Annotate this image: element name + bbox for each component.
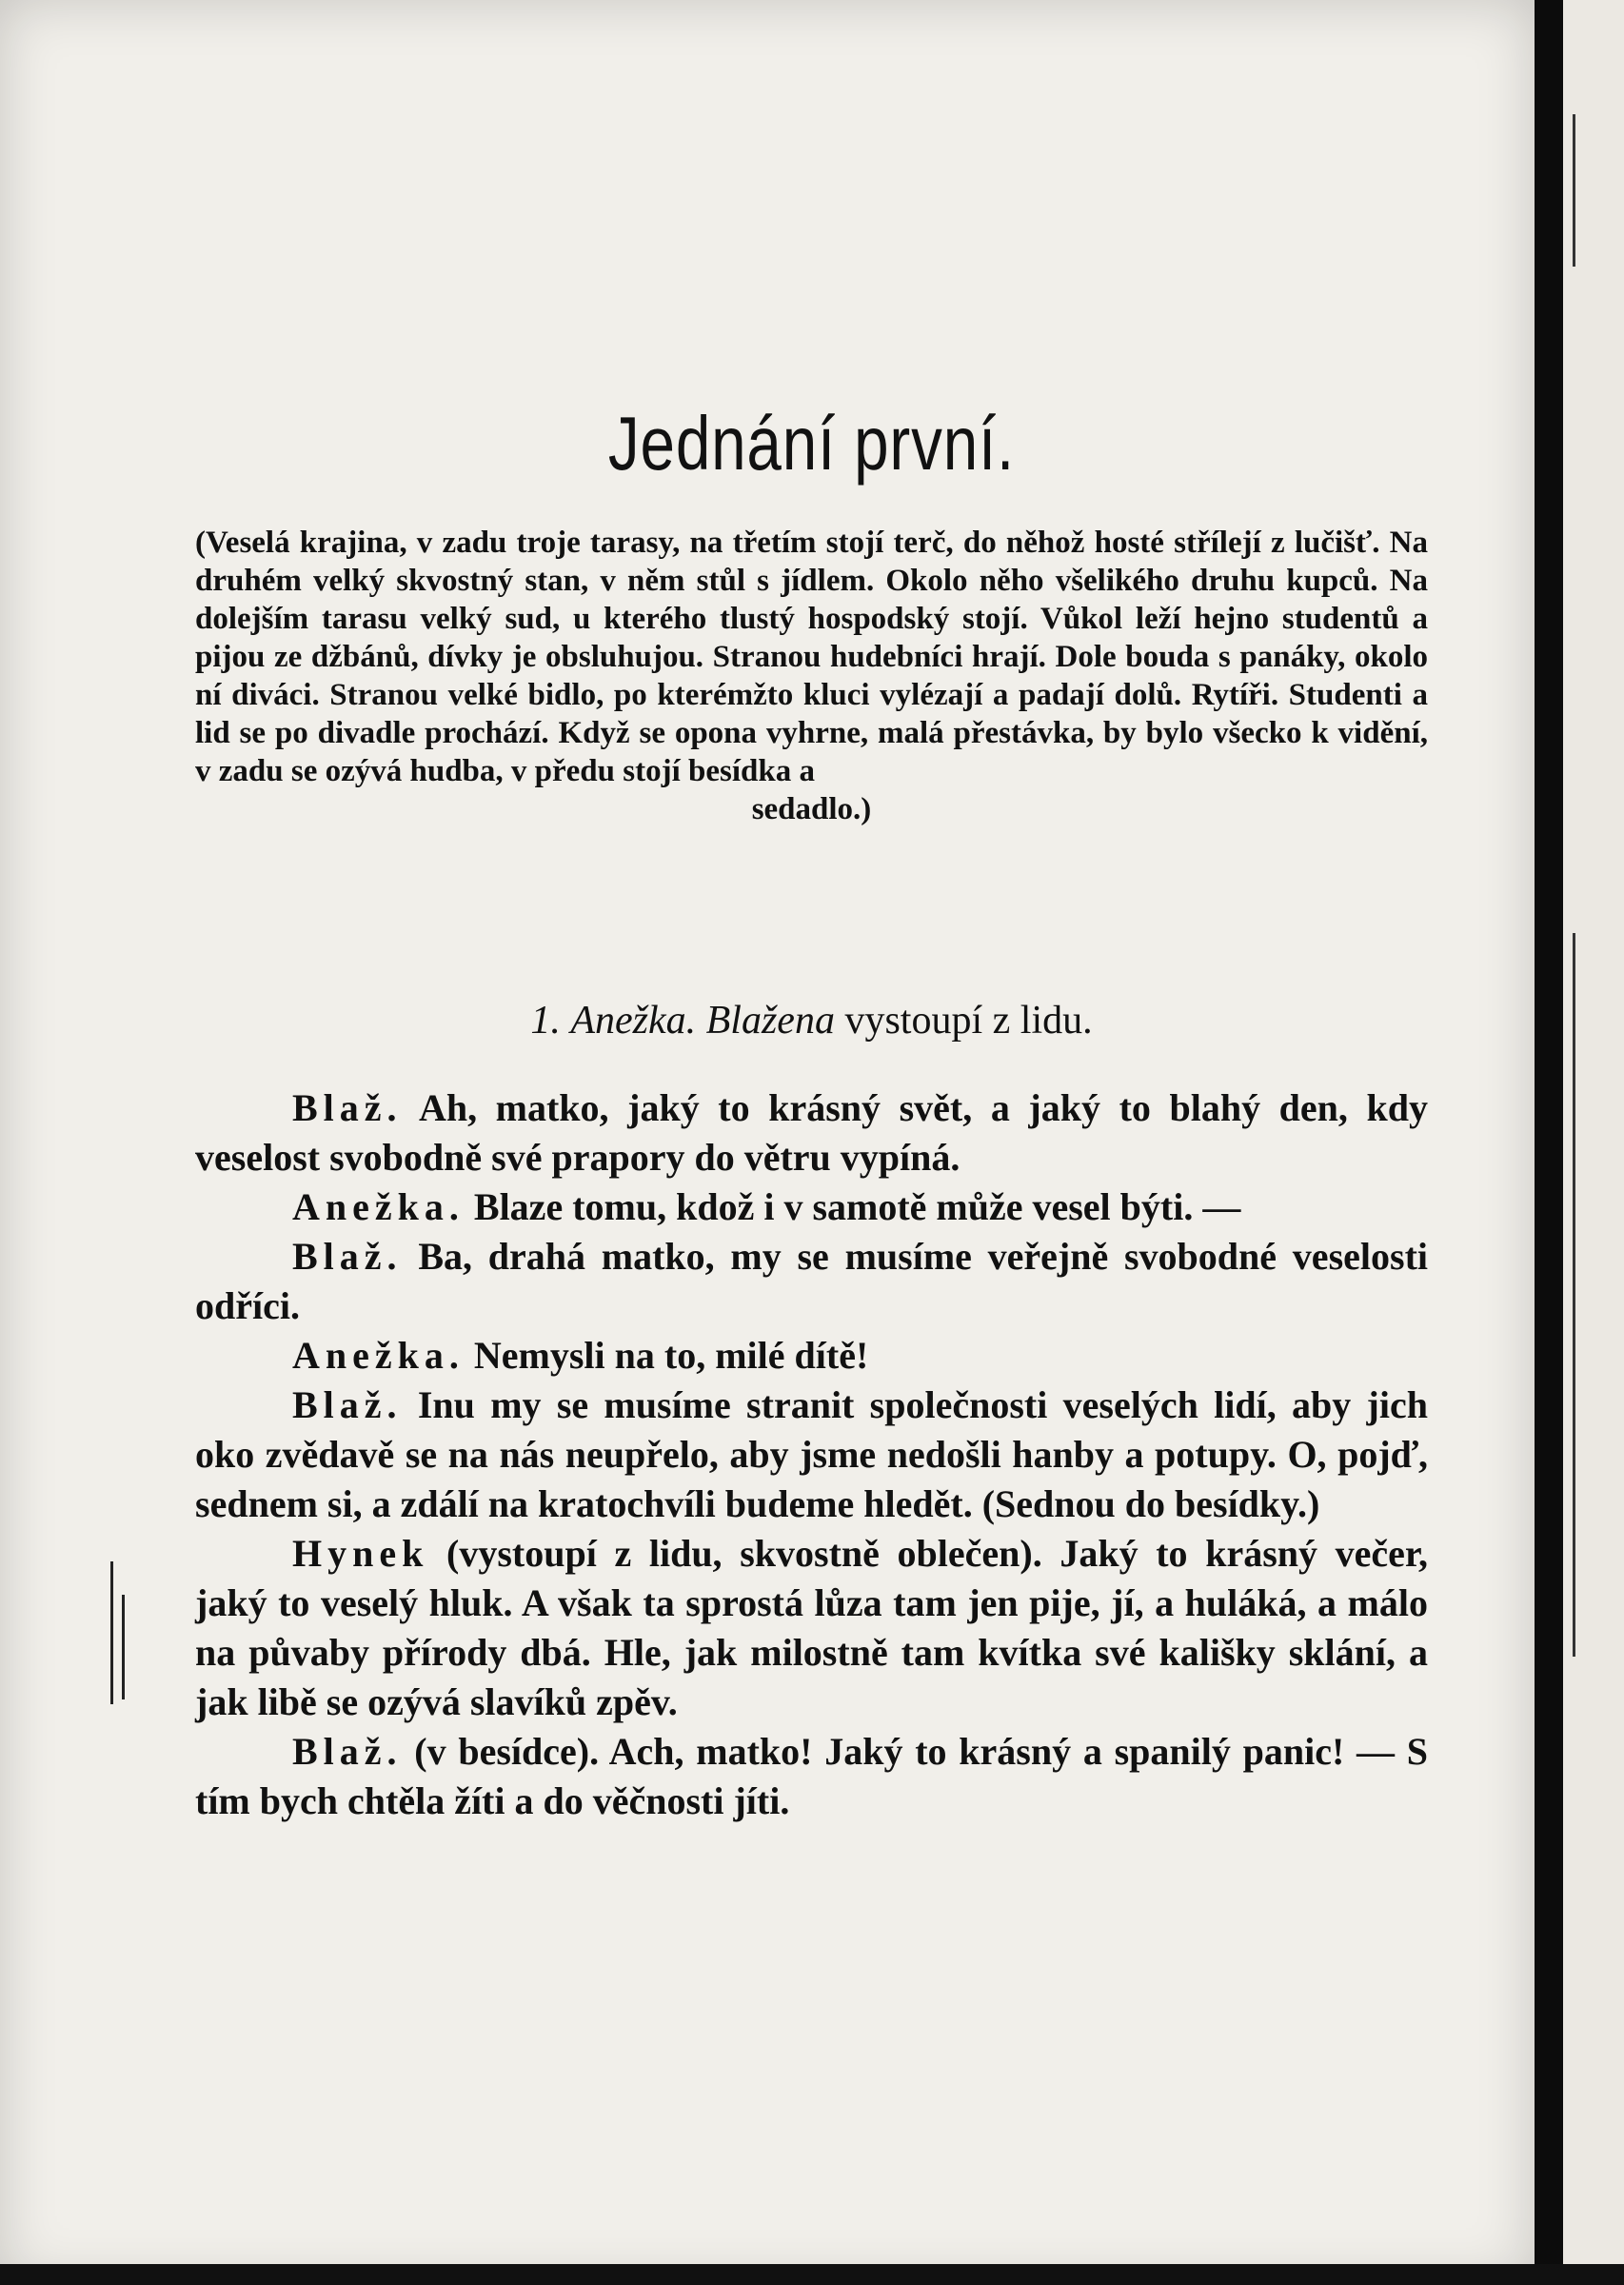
scene-characters: Anežka. Blažena <box>570 999 835 1043</box>
speaker-name: Blaž. <box>292 1730 403 1773</box>
page-gutter-shadow <box>1535 0 1563 2285</box>
speaker-name: Blaž. <box>292 1086 403 1129</box>
speaker-name: Blaž. <box>292 1235 403 1278</box>
scene-action: vystoupí z lidu. <box>844 999 1093 1043</box>
speech-text: Inu my se musíme stranit společnosti veselých lidí, aby jich oko zvědavě se na nás neupřelo, aby jsme nedošli hanby a potupy. O, pojď, sednem si, a zdálí na kratochvíli budeme hledět. (Sednou do besídky.) <box>195 1383 1428 1525</box>
dialogue-line <box>195 1727 1428 1826</box>
speaker-name: Anežka. <box>292 1334 465 1377</box>
margin-pencil-mark <box>122 1595 125 1699</box>
dialogue-line <box>195 1232 1428 1331</box>
stage-direction-text: (Veselá krajina, v zadu troje tarasy, na třetím stojí terč, do něhož hosté střílejí z lučišť. Na druhém velký skvostný stan, v něm stůl s jídlem. Okolo něho všelikého druhu kupců. Na dolejším tarasu velký sud, u kterého tlustý hospodský stojí. Vůkol leží hejno studentů a pijou ze džbánů, dívky je obsluhujou. Stranou hudebníci hrají. Dole bouda s panáky, okolo ní diváci. Stranou velké bidlo, po kterémžto kluci vylézají a padají dolů. Rytíři. Studenti a lid se po divadle prochází. Když se opona vyhrne, malá přestávka, by bylo všecko k vidění, v zadu se ozývá hudba, v předu stojí besídka a <box>195 526 1428 788</box>
speech-text: Ah, matko, jaký to krásný svět, a jaký to blahý den, kdy veselost svobodně své prapory do větru vypíná. <box>195 1086 1429 1179</box>
dialogue-line <box>195 1083 1428 1182</box>
speaker-name: Blaž. <box>292 1383 403 1426</box>
scan-bottom-edge <box>0 2264 1624 2285</box>
dialogue-line <box>195 1529 1428 1727</box>
speech-text: Nemysli na to, milé dítě! <box>473 1334 869 1377</box>
dialogue-line <box>195 1182 1428 1232</box>
speech-text: (vystoupí z lidu, skvostně oblečen). Jaký to krásný večer, jaký to veselý hluk. A však ta sprostá lůza tam jen pije, jí, a huláká, a málo na půvaby přírody dbá. Hle, jak milostně tam kvítka své kališky sklání, a jak libě se ozývá slavíků zpěv. <box>195 1532 1428 1723</box>
adjacent-page-strip <box>1563 0 1624 2285</box>
scene-heading <box>195 998 1428 1043</box>
margin-pencil-mark <box>110 1561 113 1704</box>
stage-direction <box>195 524 1428 828</box>
speech-text: Ba, drahá matko, my se musíme veřejně svobodné veselosti odříci. <box>195 1235 1428 1327</box>
dialogue-block <box>195 1083 1428 1826</box>
speaker-name: Anežka. <box>292 1185 465 1228</box>
dialogue-line <box>195 1381 1428 1529</box>
adjacent-page-mark <box>1573 933 1575 1657</box>
act-title: Jednání první. <box>607 401 1016 486</box>
adjacent-page-mark <box>1573 114 1575 267</box>
speaker-name: Hynek <box>292 1532 429 1575</box>
dialogue-line <box>195 1331 1428 1381</box>
stage-direction-last-line: sedadlo.) <box>751 792 872 826</box>
scene-number: 1. <box>530 999 561 1043</box>
speech-text: (v besídce). Ach, matko! Jaký to krásný a spanilý panic! — S tím bych chtěla žíti a do věčnosti jíti. <box>195 1730 1428 1822</box>
speech-text: Blaze tomu, kdož i v samotě může vesel býti. — <box>473 1185 1241 1228</box>
